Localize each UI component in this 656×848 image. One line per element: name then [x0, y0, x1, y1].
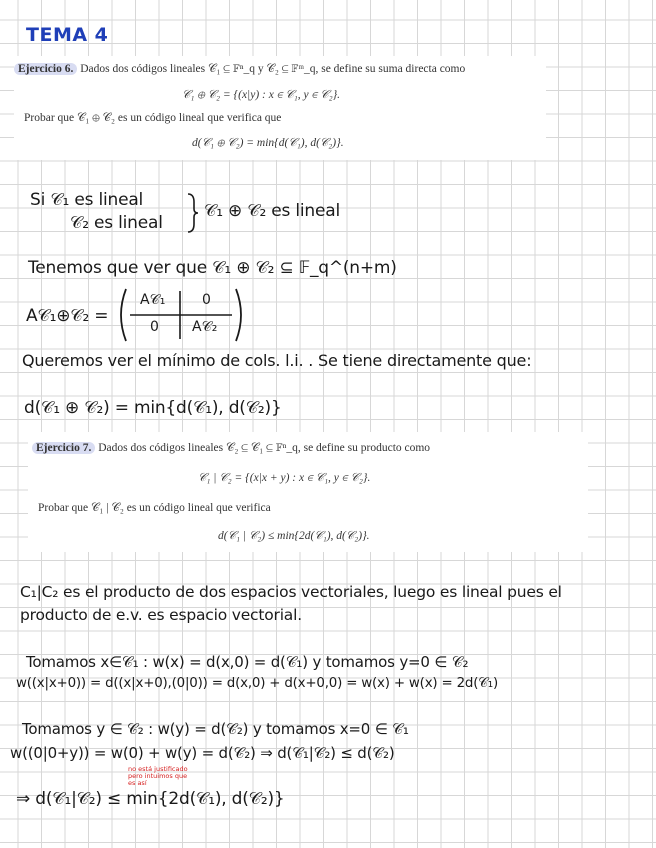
note-weight-x: w((x|x+0)) = d((x|x+0),(0|0)) = d(x,0) + d(x+0,0) = w(x) + w(x) = 2d(𝒞₁) — [16, 676, 498, 691]
note-conclusion: ⇒ d(𝒞₁|𝒞₂) ≤ min{2d(𝒞₁), d(𝒞₂)} — [16, 789, 285, 809]
exercise-7-label: Ejercicio 7. — [32, 442, 95, 454]
exercise-6-statement — [14, 63, 465, 76]
exercise-7-statement — [32, 442, 430, 455]
exercise-7-box — [28, 432, 588, 552]
exercise-7-result: d(𝒞₁ | 𝒞₂) ≤ min{2d(𝒞₁), d(𝒞₂)}. — [218, 530, 370, 542]
matrix-lhs: A𝒞₁⊕𝒞₂ = — [26, 306, 109, 326]
matrix-a2: A𝒞₂ — [192, 319, 218, 335]
note-linear-c1: Si 𝒞₁ es lineal — [30, 190, 144, 210]
exercise-6-label: Ejercicio 6. — [14, 63, 77, 75]
note-product-linear: C₁|C₂ es el producto de dos espacios vectoriales, luego es lineal pues el — [20, 583, 562, 601]
note-distance-sum: d(𝒞₁ ⊕ 𝒞₂) = min{d(𝒞₁), d(𝒞₂)} — [24, 398, 282, 418]
curly-brace — [186, 192, 200, 234]
note-take-y: Tomamos y ∈ 𝒞₂ : w(y) = d(𝒞₂) y tomamos x=0 ∈ 𝒞₁ — [22, 720, 409, 738]
page-title: TEMA 4 — [26, 24, 109, 46]
exercise-7-formula: 𝒞₁ | 𝒞₂ = {(x|x + y) : x ∈ 𝒞₁, y ∈ 𝒞₂}. — [198, 472, 371, 484]
matrix-brackets — [116, 287, 246, 343]
exercise-7-text: Dados dos códigos lineales 𝒞₂ ⊆ 𝒞₁ ⊆ 𝔽ⁿ_q, se define su producto como — [98, 442, 431, 454]
note-take-x: Tomamos x∈𝒞₁ : w(x) = d(x,0) = d(𝒞₁) y tomamos y=0 ∈ 𝒞₂ — [26, 653, 469, 671]
exercise-6-text: Dados dos códigos lineales 𝒞₁ ⊆ 𝔽ⁿ_q y 𝒞₂ ⊆ 𝔽ᵐ_q, se define su suma directa como — [80, 63, 466, 75]
note-weight-y: w((0|0+y)) = w(0) + w(y) = d(𝒞₂) ⇒ d(𝒞₁|𝒞₂) ≤ d(𝒞₂) — [10, 744, 395, 762]
exercise-6-prove: Probar que 𝒞₁ ⊕ 𝒞₂ es un código lineal que verifica que — [24, 112, 282, 124]
exercise-7-prove: Probar que 𝒞₁ | 𝒞₂ es un código lineal que verifica — [38, 502, 271, 514]
exercise-6-box — [14, 56, 546, 160]
matrix-zero-bottom-left: 0 — [150, 319, 159, 335]
block-matrix — [116, 287, 246, 343]
exercise-6-formula: 𝒞₁ ⊕ 𝒞₂ = {(x|y) : x ∈ 𝒞₁, y ∈ 𝒞₂}. — [182, 89, 341, 101]
matrix-zero-top-right: 0 — [202, 292, 211, 308]
note-linear-c2: 𝒞₂ es lineal — [70, 213, 163, 233]
exercise-6-result: d(𝒞₁ ⊕ 𝒞₂) = min{d(𝒞₁), d(𝒞₂)}. — [192, 137, 344, 149]
note-min-cols: Queremos ver el mínimo de cols. l.i. . Se tiene directamente que: — [22, 351, 532, 370]
note-product-ev: producto de e.v. es espacio vectorial. — [20, 606, 302, 624]
note-sum-linear: 𝒞₁ ⊕ 𝒞₂ es lineal — [204, 201, 341, 221]
note-subset: Tenemos que ver que 𝒞₁ ⊕ 𝒞₂ ⊆ 𝔽_q^(n+m) — [28, 258, 397, 278]
matrix-a1: A𝒞₁ — [140, 292, 166, 308]
red-annotation: no está justificado pero intuimos que es así — [128, 765, 188, 787]
